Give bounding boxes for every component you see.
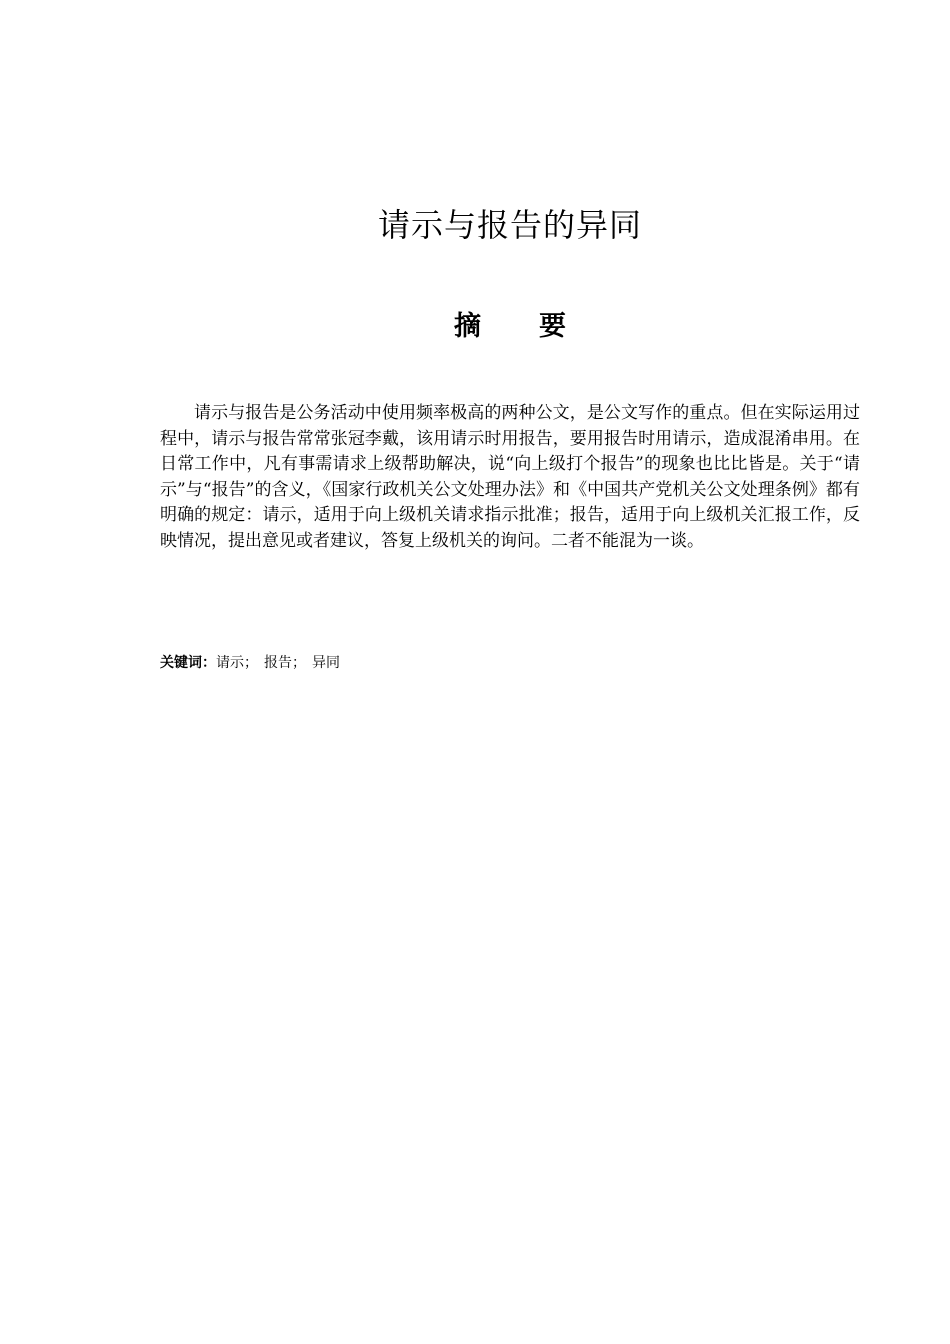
abstract-heading-char-2: 要 [539, 311, 566, 342]
abstract-heading-char-1: 摘 [454, 311, 481, 342]
keyword-item: 报告 [264, 655, 292, 671]
document-title: 请示与报告的异同 [377, 206, 642, 244]
abstract-body: 请示与报告是公务活动中使用频率极高的两种公文，是公文写作的重点。但在实际运用过程中，请示与报告常常张冠李戴，该用请示时用报告，要用报告时用请示，造成混淆串用。在日常工作中，凡有事需请求上级帮助解决，说“向上级打个报告”的现象也比比皆是。关于“请示”与“报告”的含义，《国家行政机关公文处理办法》和《中国共产党机关公文处理条例》都有明确的规定：请示，适用于向上级机关请求指示批准；报告，适用于向上级机关汇报工作，反映情况，提出意见或者建议，答复上级机关的询问。二者不能混为一谈。 [160, 403, 860, 551]
keyword-separator: ； [244, 655, 258, 671]
keyword-item: 异同 [312, 655, 340, 671]
keywords-label: 关键词： [160, 655, 216, 671]
abstract-heading [160, 309, 860, 345]
keywords-line [160, 653, 860, 673]
keyword-item: 请示 [216, 655, 244, 671]
keyword-separator: ； [292, 655, 306, 671]
